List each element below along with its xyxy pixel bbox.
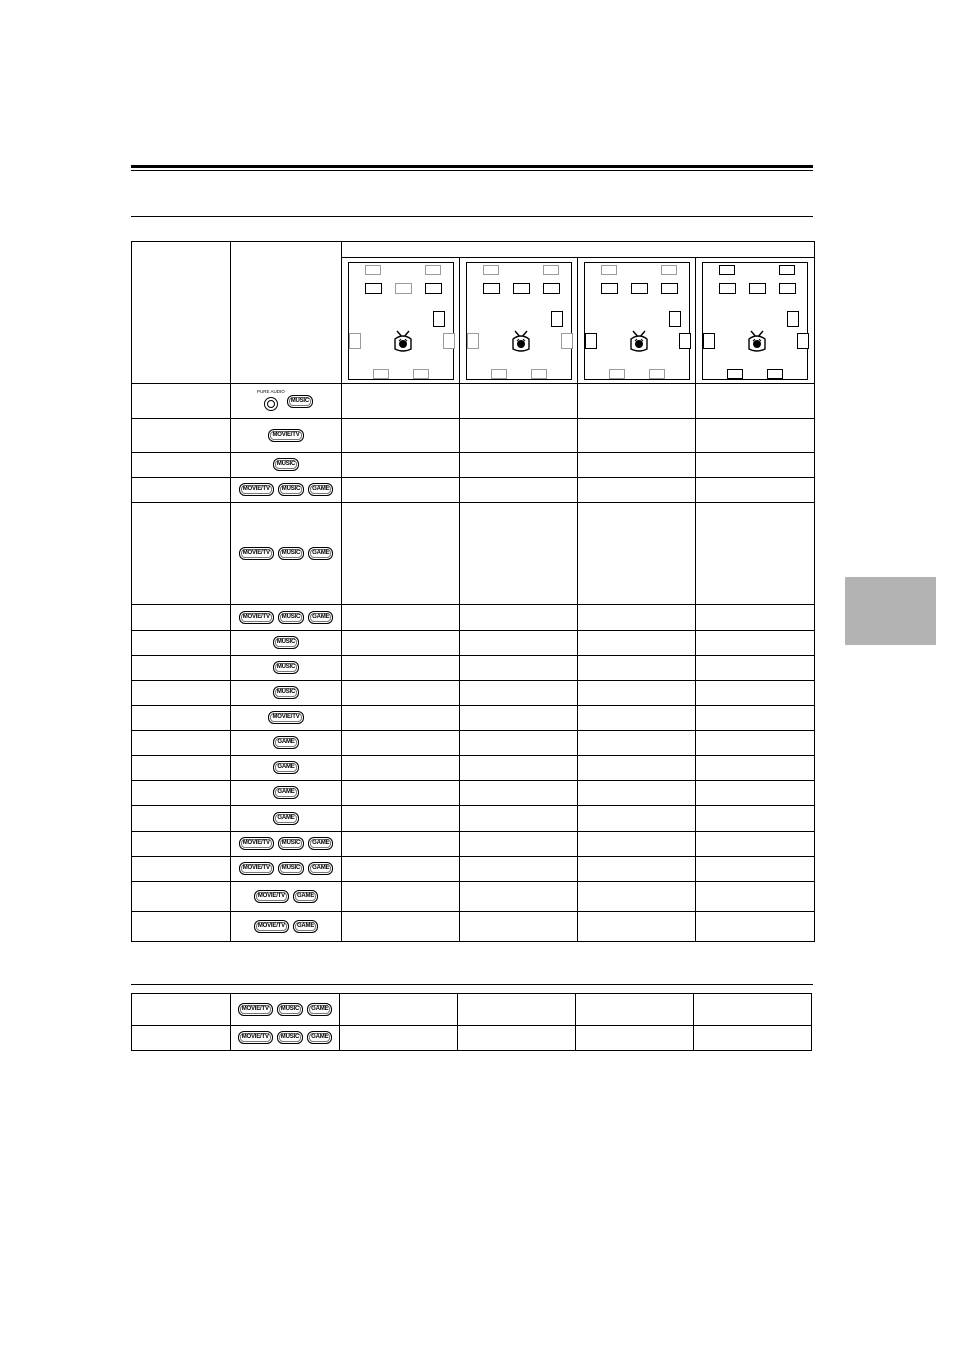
speaker-config-cell (342, 912, 460, 942)
speaker-config-cell (460, 882, 578, 912)
speaker-config-cell (578, 681, 696, 706)
speaker-icon (767, 369, 783, 379)
speaker-icon (719, 265, 735, 275)
mode-name-cell (132, 1026, 231, 1051)
mode-name-cell (132, 478, 231, 503)
speaker-icon (631, 283, 648, 294)
mode-button-cell (231, 656, 342, 681)
speaker-config-cell (460, 453, 578, 478)
speaker-config-cell (460, 478, 578, 503)
speaker-icon (365, 283, 382, 294)
speaker-config-cell (578, 731, 696, 756)
speaker-config-cell (342, 478, 460, 503)
table-row (132, 882, 815, 912)
table-row (132, 419, 815, 453)
speaker-icon (779, 265, 795, 275)
listener-icon (747, 329, 767, 353)
speaker-layout-cell (696, 258, 815, 384)
speaker-config-cell (460, 806, 578, 832)
pure-audio-label: PURE AUDIO (256, 388, 285, 394)
music-button: MUSIC (273, 636, 299, 649)
speaker-config-cell (576, 1026, 694, 1051)
music-button: MUSIC (287, 395, 313, 408)
speaker-icon (661, 283, 678, 294)
table-row (132, 706, 815, 731)
table-row (132, 912, 815, 942)
mode-name-cell (132, 605, 231, 631)
speaker-config-cell (578, 756, 696, 781)
speaker-config-cell (460, 832, 578, 857)
table-row (132, 857, 815, 882)
speaker-config-cell (578, 478, 696, 503)
speaker-config-cell (696, 706, 815, 731)
speaker-config-cell (460, 731, 578, 756)
music-button: MUSIC (277, 1031, 303, 1044)
game-button: GAME (308, 547, 333, 560)
game-button: GAME (273, 812, 298, 825)
speaker-config-cell (578, 631, 696, 656)
speaker-icon (719, 283, 736, 294)
speaker-config-cell (696, 605, 815, 631)
game-button: GAME (273, 736, 298, 749)
speaker-config-cell (342, 419, 460, 453)
speaker-config-cell (578, 656, 696, 681)
speaker-config-cell (696, 478, 815, 503)
table-row (132, 478, 815, 503)
speaker-config-cell (342, 656, 460, 681)
movie-tv-button: MOVIE/TV (254, 890, 289, 903)
table-row (132, 681, 815, 706)
mode-button-cell (231, 994, 340, 1026)
speaker-config-cell (460, 781, 578, 806)
header-button-cell (231, 242, 342, 384)
speaker-config-cell (578, 781, 696, 806)
speaker-config-cell (460, 656, 578, 681)
speaker-icon (601, 283, 618, 294)
speaker-config-cell (460, 419, 578, 453)
speaker-config-cell (342, 631, 460, 656)
speaker-config-cell (696, 656, 815, 681)
mode-name-cell (132, 857, 231, 882)
game-button: GAME (273, 761, 298, 774)
speaker-layout-icon (584, 262, 690, 380)
speaker-layout-icon (702, 262, 808, 380)
table-row (132, 756, 815, 781)
music-button: MUSIC (278, 837, 304, 850)
game-button: GAME (307, 1003, 332, 1016)
speaker-icon (413, 369, 429, 379)
speaker-config-cell (578, 882, 696, 912)
mode-name-cell (132, 806, 231, 832)
speaker-config-cell (576, 994, 694, 1026)
mode-button-cell (231, 419, 342, 453)
speaker-icon (483, 265, 499, 275)
speaker-config-cell (696, 806, 815, 832)
movie-tv-button: MOVIE/TV (254, 920, 289, 933)
speaker-icon (779, 283, 796, 294)
speaker-config-cell (342, 832, 460, 857)
game-button: GAME (308, 862, 333, 875)
mode-button-cell (231, 731, 342, 756)
speaker-config-cell (340, 994, 458, 1026)
table-row (132, 631, 815, 656)
music-button: MUSIC (278, 862, 304, 875)
table-row (132, 503, 815, 605)
speaker-icon (443, 333, 455, 349)
speaker-config-cell (342, 731, 460, 756)
listener-icon (393, 329, 413, 353)
chapter-tab (845, 577, 936, 645)
mode-button-cell (231, 384, 342, 419)
mode-button-cell (231, 832, 342, 857)
mode-button-cell (231, 453, 342, 478)
mode-name-cell (132, 882, 231, 912)
speaker-icon (561, 333, 573, 349)
mode-name-cell (132, 706, 231, 731)
speaker-config-cell (460, 756, 578, 781)
speaker-config-cell (578, 419, 696, 453)
table-row (132, 731, 815, 756)
speaker-icon (551, 311, 563, 327)
speaker-config-cell (460, 857, 578, 882)
mode-name-cell (132, 656, 231, 681)
mode-name-cell (132, 756, 231, 781)
speaker-config-cell (578, 384, 696, 419)
speaker-config-cell (460, 384, 578, 419)
speaker-config-cell (460, 503, 578, 605)
movie-tv-button: MOVIE/TV (239, 611, 274, 624)
speaker-config-cell (342, 882, 460, 912)
speaker-icon (373, 369, 389, 379)
speaker-icon (787, 311, 799, 327)
header-mode-cell (132, 242, 231, 384)
speaker-icon (649, 369, 665, 379)
speaker-icon (669, 311, 681, 327)
speaker-icon (425, 265, 441, 275)
music-button: MUSIC (273, 686, 299, 699)
game-button: GAME (307, 1031, 332, 1044)
speaker-icon (543, 283, 560, 294)
speaker-config-cell (578, 806, 696, 832)
mode-name-cell (132, 832, 231, 857)
speaker-config-cell (458, 994, 576, 1026)
table-row (132, 453, 815, 478)
mode-name-cell (132, 453, 231, 478)
speaker-config-cell (460, 631, 578, 656)
speaker-icon (395, 283, 412, 294)
mode-button-cell (231, 857, 342, 882)
header-speaker-layout-cell (342, 242, 815, 258)
speaker-config-cell (340, 1026, 458, 1051)
speaker-config-cell (342, 453, 460, 478)
movie-tv-button: MOVIE/TV (238, 1031, 273, 1044)
speaker-config-cell (578, 912, 696, 942)
movie-tv-button: MOVIE/TV (239, 483, 274, 496)
table-row (132, 605, 815, 631)
mode-button-cell (231, 756, 342, 781)
speaker-icon (679, 333, 691, 349)
table-row (132, 806, 815, 832)
pure-audio-button (257, 389, 285, 414)
movie-tv-button: MOVIE/TV (238, 1003, 273, 1016)
listening-mode-table (131, 241, 815, 942)
speaker-config-cell (342, 503, 460, 605)
mode-name-cell (132, 681, 231, 706)
speaker-layout-icon (348, 262, 454, 380)
mode-name-cell (132, 912, 231, 942)
speaker-icon (513, 283, 530, 294)
speaker-icon (483, 283, 500, 294)
mode-button-cell (231, 631, 342, 656)
table-row (132, 781, 815, 806)
section-rule (131, 216, 813, 217)
mode-button-cell (231, 478, 342, 503)
speaker-icon (727, 369, 743, 379)
speaker-icon (365, 265, 381, 275)
pure-audio-icon (264, 397, 278, 411)
mode-button-cell (231, 605, 342, 631)
speaker-layout-cell (578, 258, 696, 384)
speaker-config-cell (696, 781, 815, 806)
speaker-config-cell (460, 681, 578, 706)
speaker-config-cell (696, 756, 815, 781)
speaker-config-cell (696, 681, 815, 706)
additional-mode-table (131, 993, 812, 1051)
movie-tv-button: MOVIE/TV (268, 711, 303, 724)
table-row (132, 656, 815, 681)
mode-button-cell (231, 882, 342, 912)
speaker-config-cell (694, 994, 812, 1026)
speaker-icon (491, 369, 507, 379)
game-button: GAME (293, 890, 318, 903)
speaker-config-cell (342, 781, 460, 806)
speaker-config-cell (696, 384, 815, 419)
mode-button-cell (231, 781, 342, 806)
table-row (132, 384, 815, 419)
speaker-config-cell (460, 912, 578, 942)
top-thin-rule (131, 170, 813, 171)
music-button: MUSIC (278, 611, 304, 624)
speaker-config-cell (342, 756, 460, 781)
movie-tv-button: MOVIE/TV (239, 862, 274, 875)
speaker-config-cell (696, 882, 815, 912)
game-button: GAME (308, 611, 333, 624)
speaker-icon (349, 333, 361, 349)
mode-name-cell (132, 419, 231, 453)
speaker-config-cell (342, 857, 460, 882)
mode-button-cell (231, 912, 342, 942)
speaker-icon (531, 369, 547, 379)
music-button: MUSIC (278, 547, 304, 560)
movie-tv-button: MOVIE/TV (268, 429, 303, 442)
speaker-icon (609, 369, 625, 379)
speaker-config-cell (696, 631, 815, 656)
speaker-config-cell (342, 706, 460, 731)
speaker-config-cell (578, 453, 696, 478)
music-button: MUSIC (273, 458, 299, 471)
mode-name-cell (132, 384, 231, 419)
speaker-config-cell (342, 384, 460, 419)
speaker-config-cell (578, 857, 696, 882)
speaker-config-cell (696, 912, 815, 942)
speaker-icon (797, 333, 809, 349)
speaker-icon (703, 333, 715, 349)
speaker-config-cell (696, 857, 815, 882)
listener-icon (629, 329, 649, 353)
speaker-config-cell (694, 1026, 812, 1051)
mode-button-cell (231, 681, 342, 706)
table-row (132, 1026, 812, 1051)
music-button: MUSIC (273, 661, 299, 674)
speaker-config-cell (578, 706, 696, 731)
mode-name-cell (132, 503, 231, 605)
mode-button-cell (231, 1026, 340, 1051)
speaker-config-cell (578, 503, 696, 605)
speaker-config-cell (578, 832, 696, 857)
speaker-icon (543, 265, 559, 275)
movie-tv-button: MOVIE/TV (239, 837, 274, 850)
mode-name-cell (132, 631, 231, 656)
speaker-icon (425, 283, 442, 294)
mode-name-cell (132, 994, 231, 1026)
game-button: GAME (308, 837, 333, 850)
table-row (132, 994, 812, 1026)
speaker-config-cell (342, 806, 460, 832)
game-button: GAME (273, 786, 298, 799)
speaker-config-cell (696, 453, 815, 478)
speaker-config-cell (342, 681, 460, 706)
speaker-layout-icon (466, 262, 572, 380)
speaker-config-cell (696, 832, 815, 857)
game-button: GAME (293, 920, 318, 933)
speaker-config-cell (342, 605, 460, 631)
music-button: MUSIC (277, 1003, 303, 1016)
speaker-config-cell (460, 706, 578, 731)
speaker-config-cell (696, 419, 815, 453)
movie-tv-button: MOVIE/TV (239, 547, 274, 560)
speaker-config-cell (578, 605, 696, 631)
mode-name-cell (132, 731, 231, 756)
table-row (132, 832, 815, 857)
speaker-icon (661, 265, 677, 275)
speaker-layout-cell (460, 258, 578, 384)
mode-button-cell (231, 503, 342, 605)
top-thick-rule (131, 165, 813, 168)
section-rule-2 (131, 984, 813, 985)
speaker-layout-cell (342, 258, 460, 384)
game-button: GAME (308, 483, 333, 496)
speaker-icon (749, 283, 766, 294)
mode-button-cell (231, 806, 342, 832)
speaker-icon (601, 265, 617, 275)
speaker-icon (433, 311, 445, 327)
speaker-config-cell (458, 1026, 576, 1051)
speaker-config-cell (696, 503, 815, 605)
mode-name-cell (132, 781, 231, 806)
music-button: MUSIC (278, 483, 304, 496)
speaker-config-cell (696, 731, 815, 756)
speaker-icon (467, 333, 479, 349)
speaker-config-cell (460, 605, 578, 631)
mode-button-cell (231, 706, 342, 731)
listener-icon (511, 329, 531, 353)
speaker-icon (585, 333, 597, 349)
